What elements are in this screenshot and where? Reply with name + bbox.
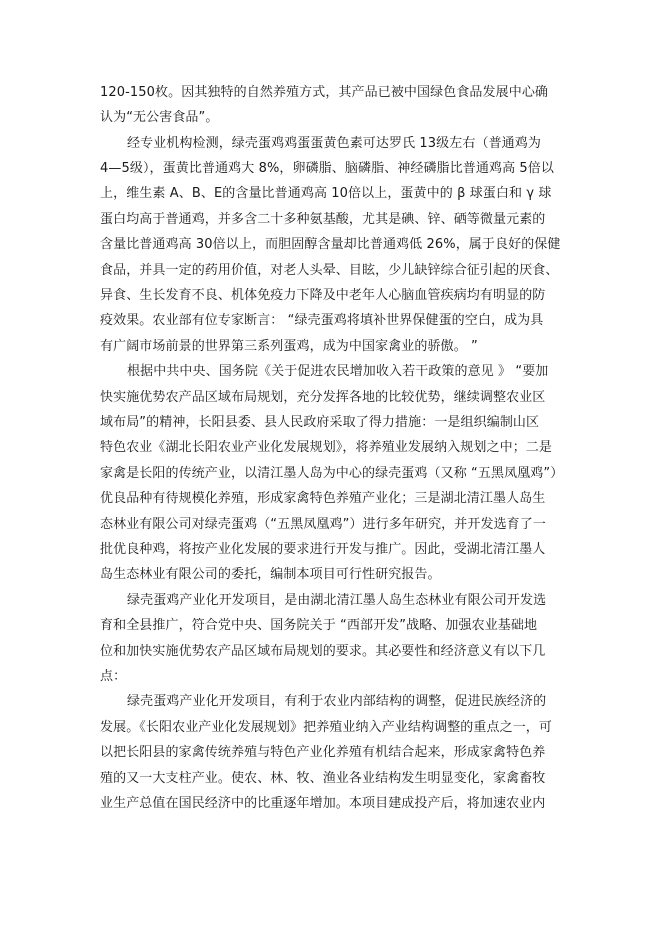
text-line-3: 经专业机构检测，绿壳蛋鸡鸡蛋蛋黄色素可达罗氏 13级左右（普通鸡为: [127, 136, 541, 151]
text-line-18: 态林业有限公司对绿壳蛋鸡（“五黑凤凰鸡”）进行多年研究，并开发选育了一: [100, 517, 546, 532]
text-line-16: 家禽是长阳的传统产业，以清江墨人岛为中心的绿壳蛋鸡（又称 “五黑凤凰鸡”）: [100, 466, 564, 481]
text-line-24: 点：: [100, 669, 127, 684]
text-line-21: 绿壳蛋鸡产业化开发项目，是由湖北清江墨人岛生态林业有限公司开发选: [127, 593, 547, 608]
text-line-27: 以把长阳县的家禽传统养殖与特色产业化养殖有机结合起来，形成家禽特色养: [100, 745, 546, 760]
text-line-14: 域布局”的精神，长阳县委、县人民政府采取了得力措施：一是组织编制山区: [100, 415, 540, 430]
text-line-10: 疫效果。农业部有位专家断言： “绿壳蛋鸡将填补世界保健蛋的空白，成为具: [100, 313, 544, 328]
text-line-25: 绿壳蛋鸡产业化开发项目，有利于农业内部结构的调整，促进民族经济的: [127, 694, 547, 709]
text-line-4: 4—5级），蛋黄比普通鸡大 8%，卵磷脂、脑磷脂、神经磷脂比普通鸡高 5倍以: [100, 161, 555, 176]
text-line-11: 有广阔市场前景的世界第三系列蛋鸡，成为中国家禽业的骄傲。 ”: [100, 339, 478, 354]
text-line-29: 业生产总值在国民经济中的比重逐年增加。本项目建成投产后，将加速农业内: [100, 796, 546, 811]
text-line-17: 优良品种有待规模化养殖，形成家禽特色养殖产业化；三是湖北清江墨人岛生: [100, 491, 546, 506]
text-line-12: 根据中共中央、国务院《关于促进农民增加收入若干政策的意见 》 “要加: [127, 364, 549, 379]
text-line-13: 快实施优势农产品区域布局规划，充分发挥各地的比较优势，继续调整农业区: [100, 390, 546, 405]
text-line-2: 认为“无公害食品”。: [100, 110, 219, 125]
text-line-23: 位和加快实施优势农产品区域布局规划的要求。其必要性和经济意义有以下几: [100, 644, 546, 659]
text-line-22: 育和全县推广，符合党中央、国务院关于 “西部开发”战略、加强农业基础地: [100, 618, 538, 633]
text-line-28: 殖的又一大支柱产业。使农、林、牧、渔业各业结构发生明显变化，家禽畜牧: [100, 771, 546, 786]
text-line-19: 批优良种鸡，将按产业化发展的要求进行开发与推广。因此，受湖北清江墨人: [100, 542, 546, 557]
text-line-9: 异食、生长发育不良、机体免疫力下降及中老年人心脑血管疾病均有明显的防: [100, 288, 546, 303]
text-line-1: 120-150枚。因其独特的自然养殖方式，其产品已被中国绿色食品发展中心确: [100, 85, 549, 100]
text-line-15: 特色农业《湖北长阳农业产业化发展规划》，将养殖业发展纳入规划之中；二是: [100, 440, 553, 455]
text-line-7: 含量比普通鸡高 30倍以上，而胆固醇含量却比普通鸡低 26%，属于良好的保健: [100, 237, 561, 252]
text-line-8: 食品，并具一定的药用价值，对老人头晕、目眩，少儿缺锌综合征引起的厌食、: [100, 263, 559, 278]
text-line-5: 上，维生素 A、B、E的含量比普通鸡高 10倍以上，蛋黄中的 β 球蛋白和 γ 球: [100, 186, 552, 201]
text-line-6: 蛋白均高于普通鸡，并多含二十多种氨基酸，尤其是碘、锌、硒等微量元素的: [100, 212, 546, 227]
text-line-26: 发展。《长阳农业产业化发展规划》把养殖业纳入产业结构调整的重点之一，可: [100, 720, 553, 735]
text-line-20: 岛生态林业有限公司的委托，编制本项目可行性研究报告。: [100, 567, 441, 582]
